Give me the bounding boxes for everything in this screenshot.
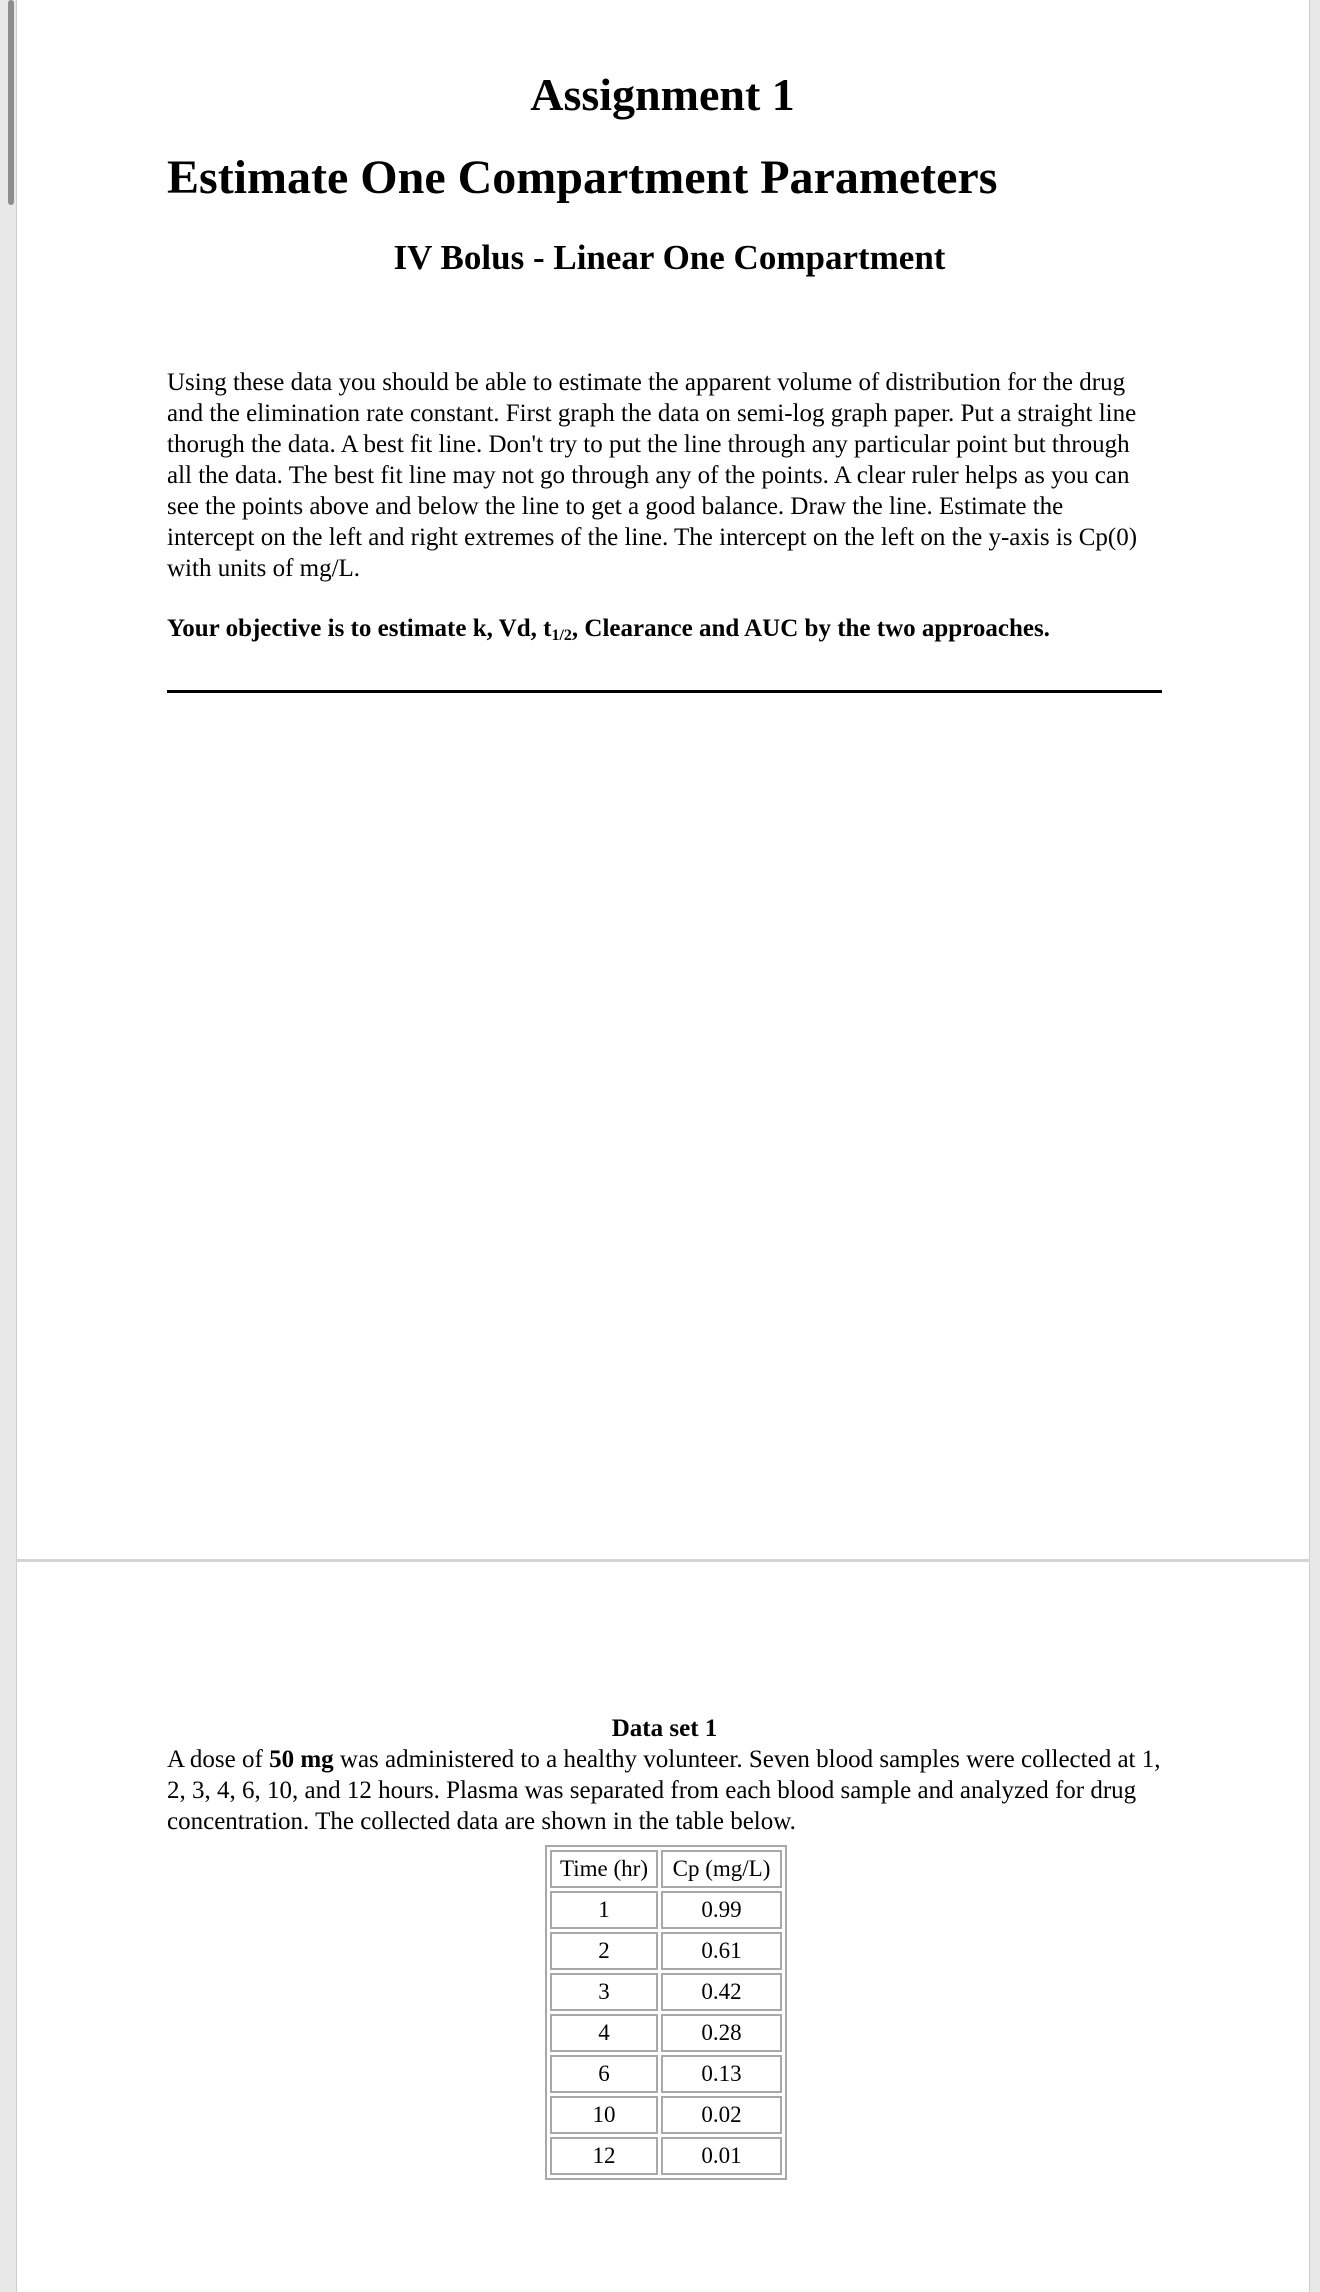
data-desc-prefix: A dose of (167, 1746, 270, 1773)
cell-time: 1 (550, 1891, 658, 1929)
cell-time: 10 (550, 2096, 658, 2134)
objective-statement (167, 613, 1067, 644)
page-break-divider (16, 1559, 1310, 1562)
cell-cp: 0.01 (661, 2137, 782, 2175)
data-set-description (167, 1744, 1162, 1837)
table-header-row (550, 1850, 782, 1888)
data-set-section (167, 1713, 1162, 2180)
header-cp: Cp (mg/L) (661, 1850, 782, 1888)
page-subtitle: Estimate One Compartment Parameters (167, 151, 998, 204)
cell-cp: 0.28 (661, 2014, 782, 2052)
table-row (550, 1973, 782, 2011)
objective-subscript: 1/2 (551, 627, 572, 644)
cell-cp: 0.42 (661, 1973, 782, 2011)
cell-time: 6 (550, 2055, 658, 2093)
cell-cp: 0.61 (661, 1932, 782, 1970)
cell-time: 3 (550, 1973, 658, 2011)
cell-cp: 0.99 (661, 1891, 782, 1929)
cell-time: 4 (550, 2014, 658, 2052)
cell-cp: 0.13 (661, 2055, 782, 2093)
scrollbar-thumb[interactable] (8, 0, 14, 205)
table-row (550, 1891, 782, 1929)
assignment-header-section (167, 62, 1162, 693)
section-heading: IV Bolus - Linear One Compartment (393, 238, 946, 277)
cell-time: 2 (550, 1932, 658, 1970)
page-title: Assignment 1 (530, 69, 795, 120)
table-row (550, 2014, 782, 2052)
cell-cp: 0.02 (661, 2096, 782, 2134)
table-row (550, 1932, 782, 1970)
dose-value: 50 mg (269, 1746, 334, 1773)
objective-text-end: , Clearance and AUC by the two approaches. (571, 615, 1050, 642)
concentration-table (545, 1845, 787, 2180)
intro-paragraph: Using these data you should be able to estimate the apparent volume of distribution for the drug and the elimination rate constant. First graph the data on semi-log graph paper. Put a straight line thorugh the data. A best fit line. Don't try to put the line through any particular point but through all the data. The best fit line may not go through any of the points. A clear ruler helps as you can see the points above and below the line to get a good balance. Draw the line. Estimate the intercept on the left and right extremes of the line. The intercept on the left on the y-axis is Cp(0) with units of mg/L. (167, 369, 1138, 582)
header-time: Time (hr) (550, 1850, 658, 1888)
table-row (550, 2096, 782, 2134)
data-set-title: Data set 1 (611, 1715, 718, 1742)
horizontal-rule (167, 690, 1162, 693)
objective-text-start: Your objective is to estimate k, Vd, t (167, 615, 552, 642)
table-row (550, 2137, 782, 2175)
data-desc-suffix: was administered to a healthy volunteer. Seven blood samples were collected at 1, 2, 3, 4, 6, 10, and 12 hours. Plasma was separated from each blood sample and analyzed for drug concentration. The collected data are shown in the table below. (167, 1746, 1161, 1835)
cell-time: 12 (550, 2137, 658, 2175)
table-row (550, 2055, 782, 2093)
